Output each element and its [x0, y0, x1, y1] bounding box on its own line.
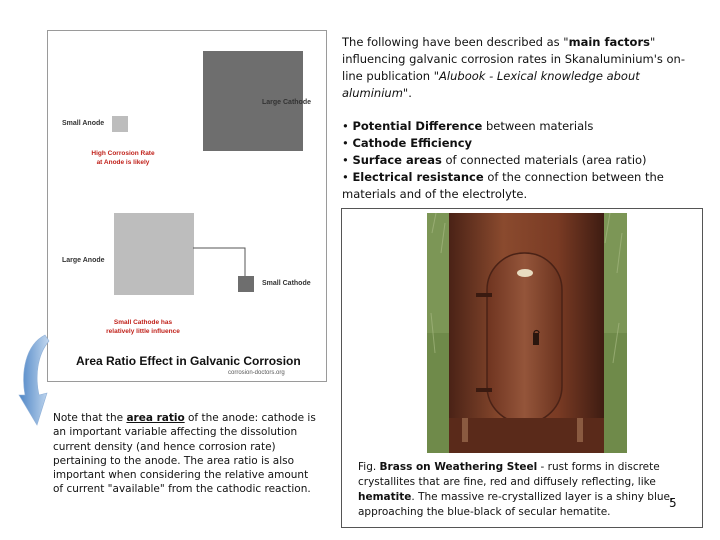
- bullet: •: [342, 119, 349, 133]
- factor-bold: Cathode Efficiency: [352, 136, 473, 150]
- factor-item: [342, 135, 702, 152]
- caption-prefix: Fig.: [358, 461, 380, 473]
- caption-mid: - rust forms in discrete crystallites that are fine, red and diffusely reflecting, like: [358, 461, 660, 488]
- factor-item: [342, 152, 702, 169]
- large-anode-square: [114, 213, 194, 295]
- factor-bold: Potential Difference: [352, 119, 483, 133]
- intro-text-1: The following have been described as ": [342, 35, 569, 49]
- intro-text-2: " influencing galvanic corrosion rates in Skanaluminium's on-line publication: [342, 35, 685, 83]
- note-text-2: of the anode: cathode is an important variable affecting the dissolution current density (and hence corrosion rate) pertaining to the anode. The area ratio is also important when considering the relative amount of current "available" from the cathodic reaction.: [53, 412, 316, 496]
- curved-arrow-icon: [15, 333, 55, 428]
- note-underlined: area ratio: [126, 412, 185, 424]
- small-cathode-note-line1: Small Cathode has: [113, 319, 173, 326]
- factor-bold: Surface areas: [352, 153, 442, 167]
- large-cathode-label: Large Cathode: [262, 99, 312, 106]
- small-cathode-note-line2: relatively little influence: [106, 328, 180, 335]
- diagram-title: Area Ratio Effect in Galvanic Corrosion: [76, 354, 301, 368]
- small-anode-label: Small Anode: [62, 120, 105, 127]
- caption-bold-2: hematite: [358, 491, 412, 503]
- bullet: •: [342, 170, 349, 184]
- bullet: •: [342, 136, 349, 150]
- high-rate-note-line1: High Corrosion Rate: [91, 150, 155, 157]
- area-ratio-note: [53, 411, 318, 497]
- caption-rest: . The massive re-crystallized layer is a shiny blue, approaching the blue-black of secular hematite.: [358, 491, 674, 518]
- page-number: 5: [669, 496, 677, 510]
- small-anode-square: [112, 116, 128, 132]
- weathering-steel-photo: [427, 213, 627, 453]
- diagram-source: corrosion-doctors.org: [228, 370, 285, 376]
- factor-item: [342, 169, 702, 203]
- intro-bold: main factors: [568, 35, 650, 49]
- factor-rest: between materials: [482, 119, 594, 133]
- intro-italic: "Alubook - Lexical knowledge about aluminium": [342, 69, 640, 100]
- area-ratio-diagram: [47, 30, 327, 382]
- factor-rest: of connected materials (area ratio): [441, 153, 647, 167]
- bullet: •: [342, 153, 349, 167]
- high-rate-note: [68, 149, 178, 167]
- factor-rest: of the connection between the materials and of the electrolyte.: [342, 170, 664, 201]
- high-rate-note-line2: at Anode is likely: [96, 159, 150, 166]
- connector-wire: [193, 246, 253, 281]
- small-cathode-note: [88, 318, 198, 336]
- factors-list: [342, 118, 702, 203]
- intro-paragraph: [342, 34, 702, 102]
- intro-text-3: .: [408, 86, 412, 100]
- factor-bold: Electrical resistance: [352, 170, 484, 184]
- large-anode-label: Large Anode: [62, 257, 105, 264]
- small-cathode-label: Small Cathode: [262, 280, 311, 287]
- note-text-1: Note that the: [53, 412, 127, 424]
- caption-bold-1: Brass on Weathering Steel: [379, 461, 538, 473]
- factor-item: [342, 118, 702, 135]
- figure-caption: [358, 460, 678, 520]
